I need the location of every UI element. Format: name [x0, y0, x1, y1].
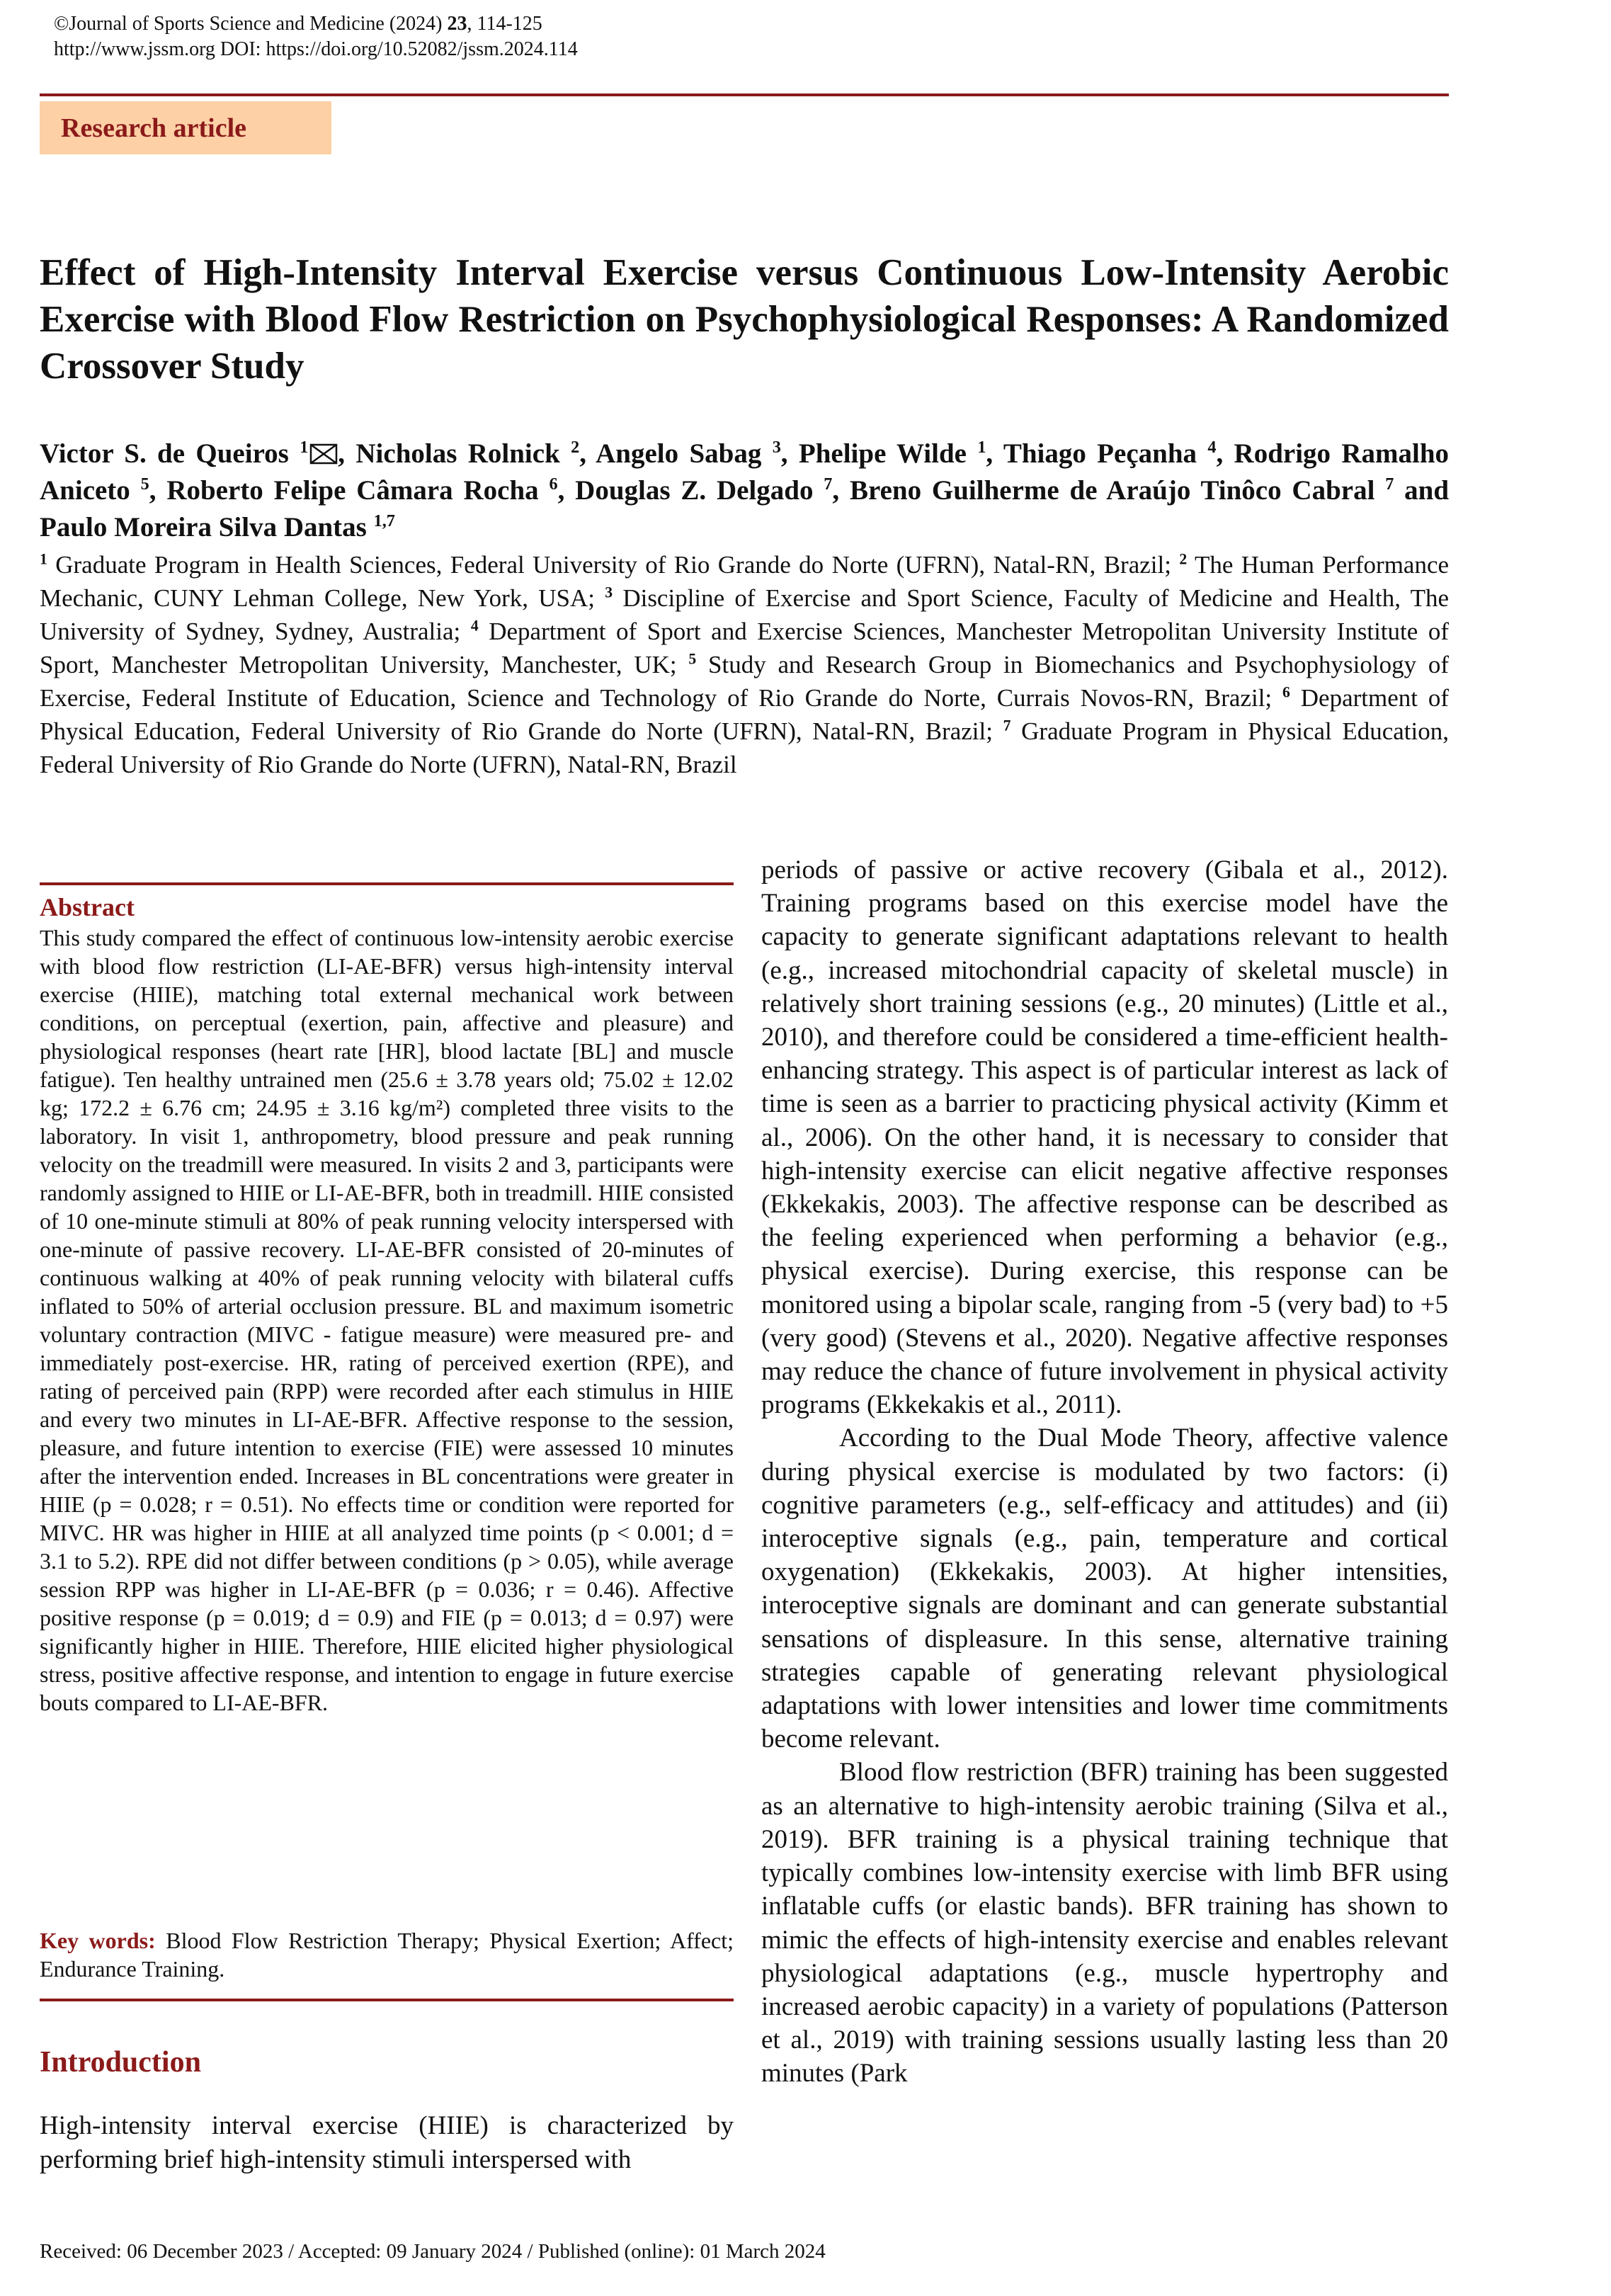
author-affiliation-mark: 4: [1207, 438, 1217, 457]
affiliation-number: 2: [1179, 550, 1188, 568]
affiliation-text: Discipline of Exercise and Sport Science, Faculty of Medicine and Health, The University of Sydney, Sydney, Australia;: [40, 584, 1449, 645]
abstract-text: This study compared the effect of continuous low-intensity aerobic exercise with blood flow restriction (LI-AE-BFR) versus high-intensity interval exercise (HIIE), matching total external mechanical work between conditions, on perceptual (exertion, pain, affective and pleasure) and physiological responses (heart rate [HR], blood lactate [BL] and muscle fatigue). Ten healthy untrained men (25.6 ± 3.78 years old; 75.02 ± 12.02 kg; 172.2 ± 6.76 cm; 24.95 ± 3.16 kg/m²) completed three visits to the laboratory. In visit 1, anthropometry, blood pressure and peak running velocity on the treadmill were measured. In visits 2 and 3, participants were randomly assigned to HIIE or LI-AE-BFR, both in treadmill. HIIE consisted of 10 one-minute stimuli at 80% of peak running velocity interspersed with one-minute of passive recovery. LI-AE-BFR consisted of 20-minutes of continuous walking at 40% of peak running velocity with bilateral cuffs inflated to 50% of arterial occlusion pressure. BL and maximum isometric voluntary contraction (MIVC - fatigue measure) were measured pre- and immediately post-exercise. HR, rating of perceived exertion (RPE), and rating of perceived pain (RPP) were recorded after each stimulus in HIIE and every two minutes in LI-AE-BFR. Affective response to the session, pleasure, and future intention to exercise (FIE) were assessed 10 minutes after the intervention ended. Increases in BL concentrations were greater in HIIE (p = 0.028; r = 0.51). No effects time or condition were reported for MIVC. HR was higher in HIIE at all analyzed time points (p < 0.001; d = 3.1 to 5.2). RPE did not differ between conditions (p > 0.05), while average session RPP was higher in LI-AE-BFR (p = 0.036; r = 0.46). Affective positive response (p = 0.019; d = 0.9) and FIE (p = 0.013; d = 0.97) were significantly higher in HIIE. Therefore, HIIE elicited higher physiological stress, positive affective response, and intention to engage in future exercise bouts compared to LI-AE-BFR.: [40, 925, 734, 1715]
author-affiliation-mark: 1: [977, 438, 986, 457]
header-rule: [40, 93, 1449, 96]
keywords-text: Blood Flow Restriction Therapy; Physical Exertion; Affect; Endurance Training.: [40, 1928, 734, 1982]
author-affiliation-mark: 2: [571, 438, 580, 457]
journal-volume: 23: [447, 13, 467, 35]
keywords-bottom-rule: [40, 1999, 734, 2001]
affiliation-number: 5: [688, 650, 697, 668]
keywords-label: Key words:: [40, 1928, 156, 1953]
journal-citation: [54, 11, 578, 37]
author-name: Phelipe Wilde: [798, 438, 967, 469]
author-affiliation-mark: 1,7: [373, 511, 395, 530]
affiliation-text: Department of Physical Education, Federal University of Rio Grande do Norte (UFRN), Natal-RN, Brazil;: [40, 684, 1450, 745]
journal-citation-prefix: ©Journal of Sports Science and Medicine (2024): [54, 13, 448, 35]
abstract-heading: Abstract: [40, 893, 135, 921]
author-affiliation-mark: 3: [772, 438, 781, 457]
journal-header: [54, 11, 578, 62]
author-name: Thiago Peçanha: [1003, 438, 1197, 469]
introduction-heading: Introduction: [40, 2046, 201, 2079]
author-name: Nicholas Rolnick: [355, 438, 560, 469]
author-name: Victor S. de Queiros: [40, 438, 289, 469]
affiliation-text: Graduate Program in Health Sciences, Federal University of Rio Grande do Norte (UFRN), Natal-RN, Brazil;: [55, 551, 1171, 579]
introduction-text-left: High-intensity interval exercise (HIIE) is characterized by performing brief high-intensity stimuli interspersed with: [40, 2111, 734, 2174]
keywords: [40, 1926, 734, 1983]
intro-paragraph: periods of passive or active recovery (Gibala et al., 2012). Training programs based on this exercise model have the capacity to generate significant adaptations relevant to health (e.g., increased mitochondrial capacity of skeletal muscle) in relatively short training sessions (e.g., 20 minutes) (Little et al., 2010), and therefore could be considered a time-efficient health-enhancing strategy. This aspect is of particular interest as lack of time is seen as a barrier to practicing physical activity (Kimm et al., 2006). On the other hand, it is necessary to consider that high-intensity exercise can elicit negative affective responses (Ekkekakis, 2003). The affective response can be described as the feeling experienced when performing a behavior (e.g., physical exercise). During exercise, this response can be monitored using a bipolar scale, ranging from -5 (very bad) to +5 (very good) (Stevens et al., 2020). Negative affective responses may reduce the chance of future involvement in physical activity programs (Ekkekakis et al., 2011).: [761, 856, 1448, 1420]
journal-doi[interactable]: http://www.jssm.org DOI: https://doi.org/10.52082/jssm.2024.114: [54, 38, 578, 60]
affiliation-number: 4: [470, 617, 479, 635]
intro-paragraph: Blood flow restriction (BFR) training has been suggested as an alternative to high-intensity aerobic training (Silva et al., 2019). BFR training is a physical training technique that typically combines low-intensity exercise with limb BFR using inflatable cuffs (or elastic bands). BFR training has shown to mimic the effects of high-intensity exercise and enables relevant physiological adaptations (e.g., muscle hypertrophy and increased aerobic capacity) in a variety of populations (Patterson et al., 2019) with training sessions usually lasting less than 20 minutes (Park: [761, 1758, 1448, 2088]
affiliation-number: 1: [40, 550, 47, 568]
author-name: Rodrigo Ramalho Aniceto: [40, 438, 1450, 506]
affiliation-number: 3: [605, 584, 613, 601]
affiliation-number: 6: [1282, 683, 1290, 701]
author-affiliation-mark: 6: [549, 474, 558, 494]
author-affiliation-mark: 1: [300, 438, 309, 457]
affiliation-text: The Human Performance Mechanic, CUNY Lehman College, New York, USA;: [40, 551, 1450, 612]
author-affiliation-mark: 7: [1385, 474, 1394, 494]
author-affiliation-mark: 5: [140, 474, 149, 494]
article-type-badge: [40, 101, 331, 154]
author-name: Roberto Felipe Câmara Rocha: [166, 475, 539, 506]
affiliation-number: 7: [1003, 717, 1011, 734]
journal-pages: , 114-125: [467, 13, 542, 35]
affiliation-text: Department of Sport and Exercise Sciences, Manchester Metropolitan University Institute of Sport, Manchester Metropolitan University, Manchester, UK;: [40, 618, 1450, 678]
author-list: Victor S. de Queiros $^1$ , Nicholas Rolnick $^2$, Angelo Sabag $^3$, Phelipe Wilde $^1$, Thiago Peçanha $^4$, Rodrigo Ramalho Aniceto $^5$, Roberto Felipe Câmara Rocha $^6$, Douglas Z. Delgado $^7$, Breno Guilherme de Araújo Tinôco Cabral $^7$ and Paulo Moreira Silva Dantas $^{1,7}$: [40, 438, 1450, 542]
paper-title: Effect of High-Intensity Interval Exercise versus Continuous Low-Intensity Aerobic Exercise with Blood Flow Restriction on Psychophysiological Responses: A Randomized Crossover Study: [40, 252, 1449, 387]
intro-paragraph: According to the Dual Mode Theory, affective valence during physical exercise is modulated by two factors: (i) cognitive parameters (e.g., self-efficacy and attitudes) and (ii) interoceptive signals (e.g., pain, temperature and cortical oxygenation) (Ekkekakis, 2003). At higher intensities, interoceptive signals are dominant and can generate substantial sensations of displeasure. In this sense, alternative training strategies capable of generating relevant physiological adaptations with lower intensities and lower time commitments become relevant.: [761, 1423, 1448, 1754]
article-type-label: Research article: [61, 113, 247, 143]
author-name: Angelo Sabag: [596, 438, 762, 469]
envelope-icon[interactable]: [309, 443, 338, 465]
abstract-top-rule: [40, 882, 734, 885]
affiliation-text: Study and Research Group in Biomechanics and Psychophysiology of Exercise, Federal Institute of Education, Science and Technology of Rio Grande do Norte, Currais Novos-RN, Brazil;: [40, 651, 1450, 712]
introduction-text-right: [761, 853, 1448, 2091]
affiliation-list: [40, 548, 1449, 781]
author-name: Douglas Z. Delgado: [575, 475, 814, 506]
author-name: Breno Guilherme de Araújo Tinôco Cabral: [849, 475, 1375, 506]
author-name: Paulo Moreira Silva Dantas: [40, 512, 367, 542]
affiliation-text: Graduate Program in Physical Education, Federal University of Rio Grande do Norte (UFRN), Natal-RN, Brazil: [40, 717, 1450, 778]
publication-dates: Received: 06 December 2023 / Accepted: 09 January 2024 / Published (online): 01 March 2024: [40, 2240, 826, 2263]
author-affiliation-mark: 7: [824, 474, 833, 494]
